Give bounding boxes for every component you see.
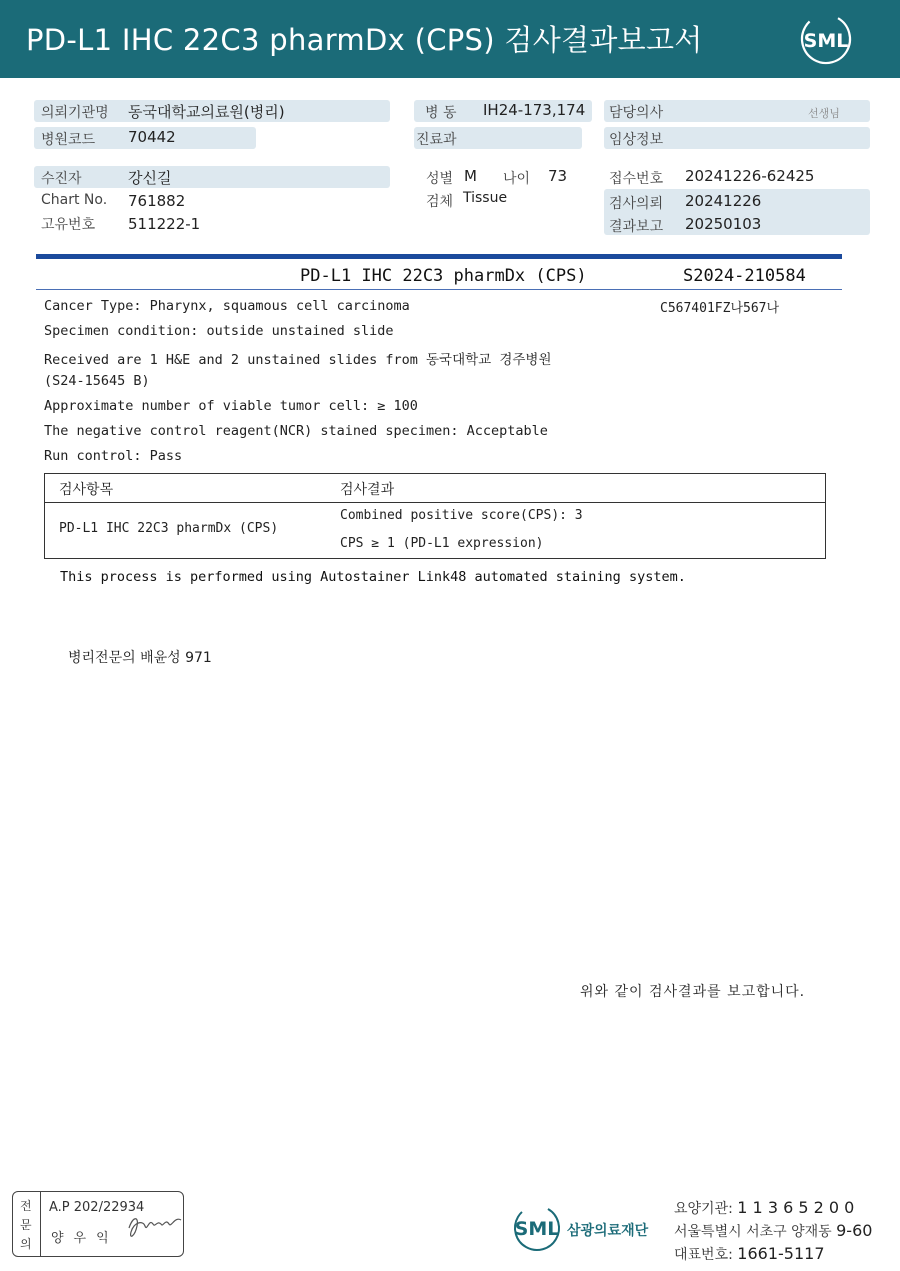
chart-label: Chart No. [41, 192, 108, 208]
report-number: S2024-210584 [683, 266, 806, 286]
report-date-value: 20250103 [685, 215, 762, 233]
footer-address [674, 1221, 872, 1241]
finding-line: The negative control reagent(NCR) stained specimen: Acceptable [44, 423, 548, 439]
title-rule-bottom [36, 289, 842, 290]
footer-logo-text: SML [514, 1218, 560, 1240]
institution-value: 동국대학교의료원(병리) [128, 103, 285, 121]
patient-value: 강신길 [128, 169, 172, 187]
footer-phone-value: 1661-5117 [737, 1244, 825, 1263]
report-title: PD-L1 IHC 22C3 pharmDx (CPS) [300, 266, 587, 286]
result-table-result-line1: Combined positive score(CPS): 3 [340, 508, 583, 523]
ward-value: IH24-173,174 [483, 101, 586, 119]
finding-line: Run control: Pass [44, 448, 183, 464]
receipt-label: 접수번호 [609, 171, 664, 187]
age-value: 73 [548, 167, 568, 185]
unique-label: 고유번호 [41, 217, 96, 233]
receipt-value: 20241226-62425 [685, 167, 815, 185]
footer-phone-label: 대표번호: [674, 1247, 733, 1263]
process-note: This process is performed using Autostainer Link48 automated staining system. [60, 569, 686, 585]
stamp-side-char: 의 [20, 1237, 32, 1251]
request-label: 검사의뢰 [609, 196, 664, 212]
doctor-label: 담당의사 [609, 105, 664, 121]
patient-bar [34, 166, 390, 188]
stamp-name: 양우익 [51, 1231, 119, 1246]
report-code: C567401FZ나567나 [660, 301, 780, 316]
stamp-side-char: 전 [20, 1199, 32, 1213]
hospital-code-value: 70442 [128, 128, 176, 146]
footer-phone [674, 1244, 825, 1264]
clinical-info-label: 임상정보 [609, 132, 664, 148]
result-table [44, 473, 826, 559]
sex-value: M [464, 167, 477, 185]
result-table-item: PD-L1 IHC 22C3 pharmDx (CPS) [59, 521, 279, 536]
footer-code-value: 1 1 3 6 5 2 0 0 [737, 1198, 855, 1217]
doctor-suffix: 선생님 [808, 107, 840, 120]
chart-value: 761882 [128, 192, 186, 210]
result-table-divider [45, 502, 825, 503]
sex-label: 성별 [426, 171, 454, 187]
page-title: PD-L1 IHC 22C3 pharmDx (CPS) 검사결과보고서 [26, 23, 703, 57]
footer-code [674, 1198, 854, 1218]
sml-logo-icon [798, 12, 854, 66]
age-label: 나이 [503, 171, 531, 187]
patient-label: 수진자 [41, 171, 82, 187]
finding-line: (S24-15645 B) [44, 373, 150, 389]
footer-address-text: 서울특별시 서초구 양재동 [674, 1224, 832, 1240]
specimen-value: Tissue [463, 190, 508, 206]
result-table-header-result: 검사결과 [340, 482, 395, 498]
stamp-side [13, 1192, 41, 1256]
stamp-ap-number: A.P 202/22934 [49, 1200, 145, 1215]
title-rule-top [36, 254, 842, 259]
finding-line: Specimen condition: outside unstained slide [44, 323, 394, 339]
hospital-code-label: 병원코드 [41, 132, 96, 148]
institution-label: 의뢰기관명 [41, 105, 109, 121]
signature-icon [125, 1206, 185, 1246]
footer-org-name: 삼광의료재단 [567, 1223, 649, 1239]
pathologist-stamp [12, 1191, 184, 1257]
specimen-label: 검체 [426, 194, 454, 210]
footer-code-label: 요양기관: [674, 1201, 733, 1217]
result-table-header-item: 검사항목 [59, 482, 114, 498]
footer-address-no: 9-60 [836, 1221, 873, 1240]
finding-line: Received are 1 H&E and 2 unstained slides from 동국대학교 경주병원 [44, 352, 552, 368]
finding-line: Cancer Type: Pharynx, squamous cell carcinoma [44, 298, 410, 314]
unique-value: 511222-1 [128, 215, 201, 233]
report-header [0, 0, 900, 78]
result-table-result-line2: CPS ≥ 1 (PD-L1 expression) [340, 536, 544, 551]
ward-label: 병 동 [425, 105, 457, 121]
report-date-label: 결과보고 [609, 219, 664, 235]
request-value: 20241226 [685, 192, 762, 210]
pathologist-line: 병리전문의 배윤성 971 [68, 650, 212, 666]
sml-logo-text: SML [803, 30, 849, 52]
closing-statement: 위와 같이 검사결과를 보고합니다. [580, 984, 806, 1000]
department-label: 진료과 [416, 132, 457, 148]
finding-line: Approximate number of viable tumor cell: ≥ 100 [44, 398, 418, 414]
stamp-side-char: 문 [20, 1218, 32, 1232]
